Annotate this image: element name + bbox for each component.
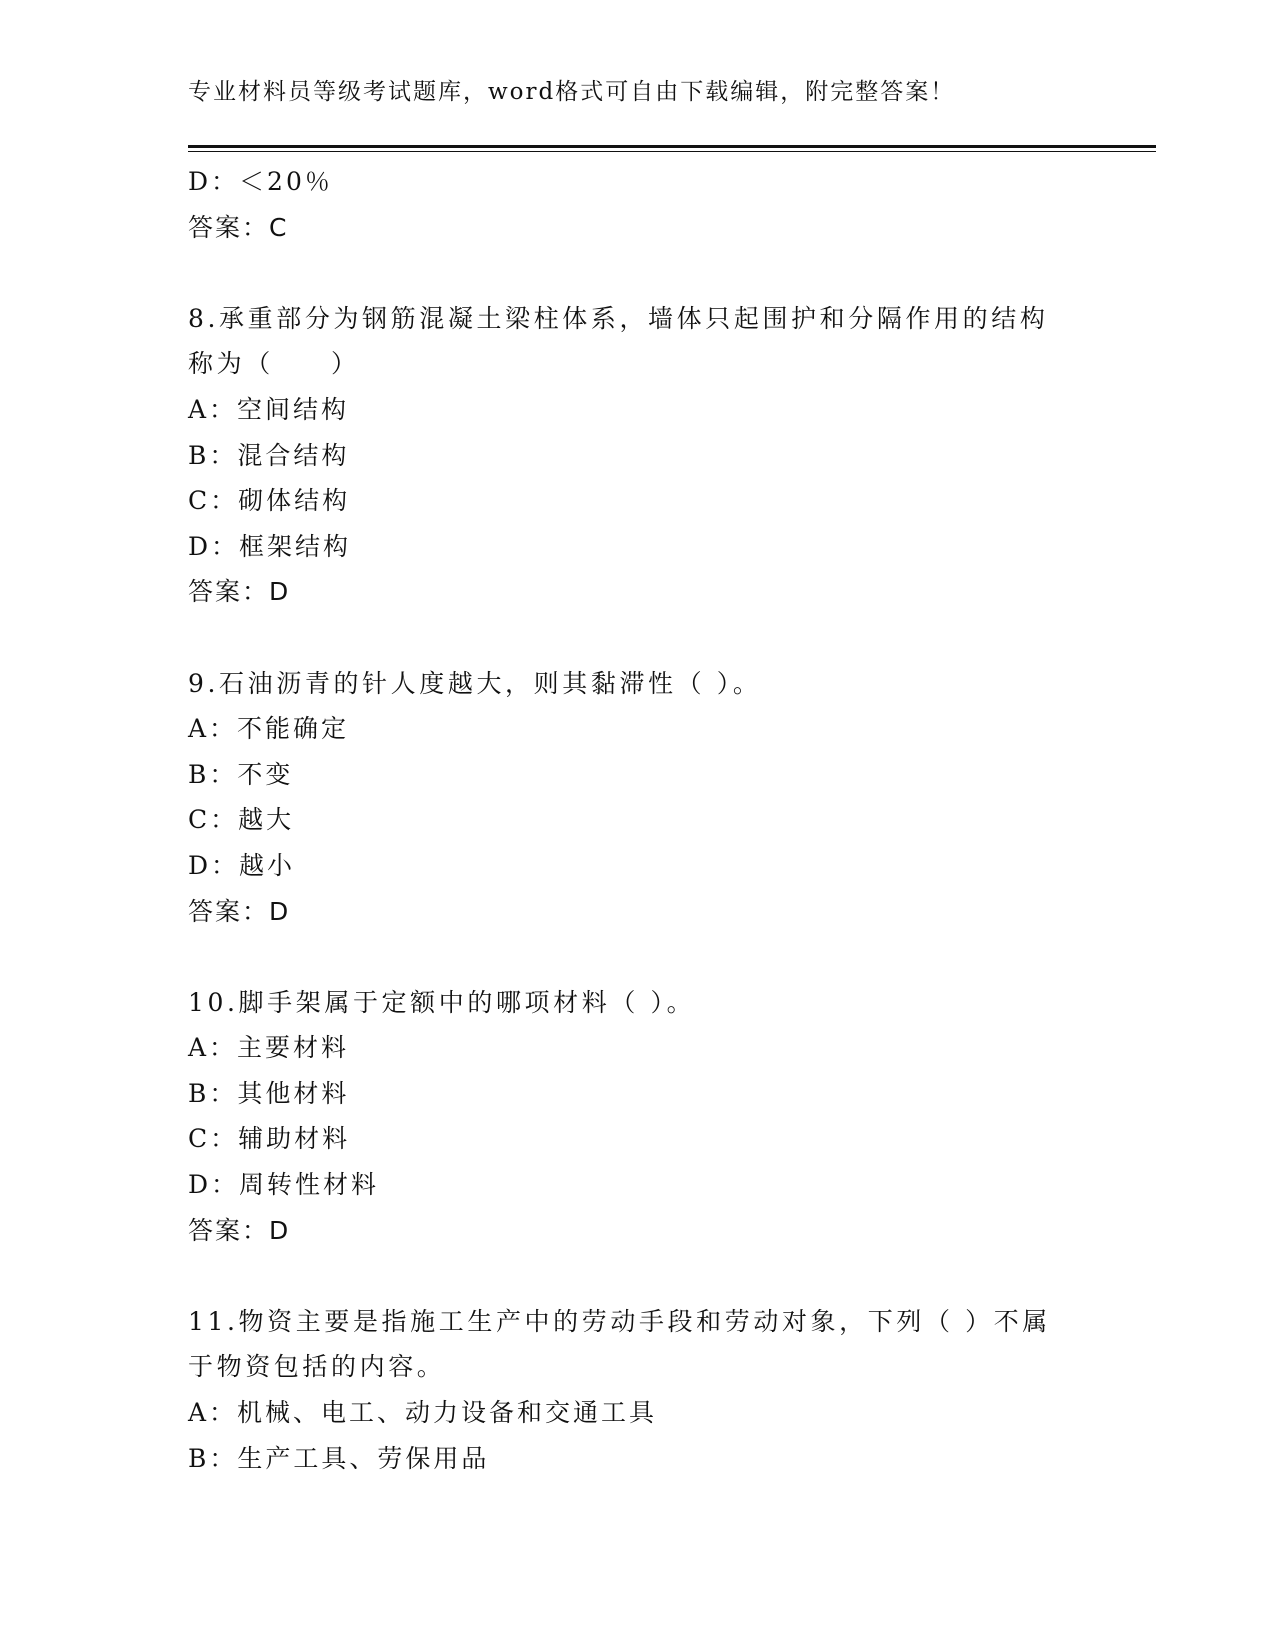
question-8 (188, 296, 1088, 615)
question-stem: 11.物资主要是指施工生产中的劳动手段和劳动对象，下列（ ）不属 (188, 1306, 1051, 1336)
option-b: B：不变 (188, 759, 294, 789)
option-a: A：空间结构 (188, 394, 350, 424)
page-header: 专业材料员等级考试题库，word格式可自由下载编辑，附完整答案！ (188, 79, 956, 105)
question-9 (188, 661, 1088, 935)
option-d: D：周转性材料 (188, 1170, 380, 1200)
option-a: A：机械、电工、动力设备和交通工具 (188, 1398, 658, 1428)
option-d: D：框架结构 (188, 531, 352, 561)
option-c: C：砌体结构 (188, 486, 351, 516)
question-stem: 9.石油沥青的针人度越大，则其黏滞性（ ）。 (188, 668, 762, 698)
option-c: C：越大 (188, 805, 295, 835)
answer: 答案：D (188, 896, 291, 926)
option-d: D：＜20％ (188, 167, 333, 196)
question-stem-continued: 于物资包括的内容。 (188, 1352, 446, 1382)
question-11 (188, 1299, 1088, 1481)
header-divider-thin (188, 151, 1156, 152)
question-stem-continued: 称为（ ） (188, 349, 360, 379)
option-b: B：混合结构 (188, 440, 350, 470)
option-a: A：不能确定 (188, 714, 350, 744)
question-stem: 8.承重部分为钢筋混凝土梁柱体系，墙体只起围护和分隔作用的结构 (188, 303, 1049, 333)
option-b: B：其他材料 (188, 1078, 350, 1108)
option-c: C：辅助材料 (188, 1124, 351, 1154)
header-divider-thick (188, 145, 1156, 148)
answer: 答案：D (188, 1215, 291, 1245)
answer: 答案：C (188, 212, 289, 242)
question-10 (188, 980, 1088, 1254)
option-d: D：越小 (188, 850, 296, 880)
option-a: A：主要材料 (188, 1033, 350, 1063)
option-b: B：生产工具、劳保用品 (188, 1443, 490, 1473)
previous-question-tail (188, 159, 1088, 250)
answer: 答案：D (188, 577, 291, 607)
question-list (188, 159, 1088, 1481)
question-stem: 10.脚手架属于定额中的哪项材料（ ）。 (188, 987, 696, 1017)
